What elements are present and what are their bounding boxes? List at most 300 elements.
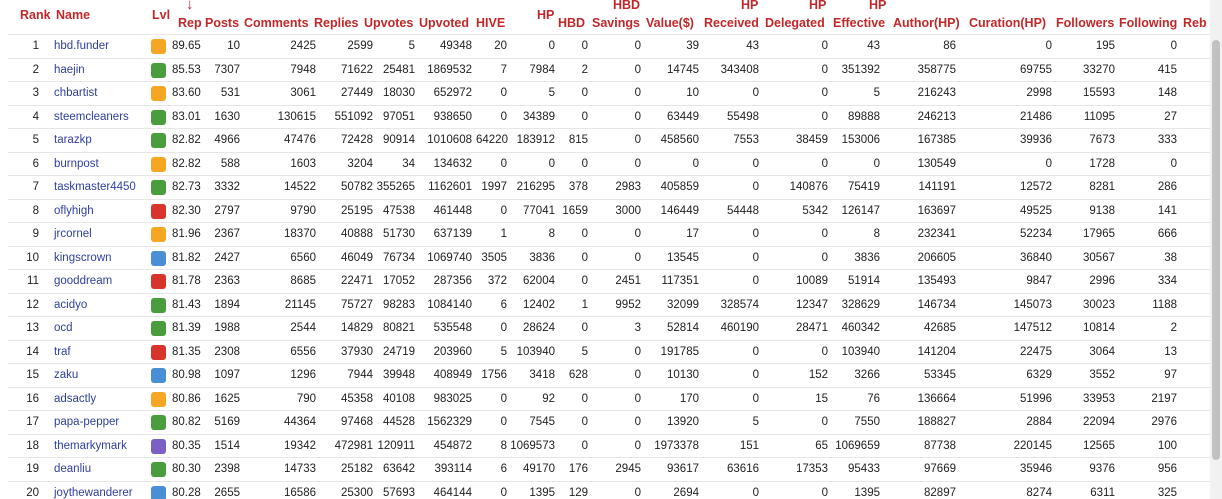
username-link[interactable]: acidyo <box>54 298 88 311</box>
table-row[interactable] <box>8 457 1210 482</box>
effective-cell: 75419 <box>848 181 880 193</box>
posts-cell: 2427 <box>214 251 240 264</box>
savings-cell: 0 <box>634 87 641 99</box>
followers-cell: 195 <box>1095 40 1115 52</box>
following-cell: 27 <box>1164 110 1177 123</box>
hive-cell: 0 <box>500 486 507 499</box>
hive-cell: 7 <box>500 63 507 76</box>
posts-cell: 2308 <box>214 345 240 358</box>
username-link[interactable]: taskmaster4450 <box>54 181 136 193</box>
replies-cell: 72428 <box>341 134 373 146</box>
level-badge-icon <box>151 392 166 407</box>
col-author[interactable]: Author(HP) <box>893 16 960 30</box>
comments-cell: 44364 <box>284 416 316 428</box>
author-cell: 141204 <box>917 345 956 358</box>
comments-cell: 8685 <box>290 275 316 287</box>
following-cell: 97 <box>1164 369 1177 381</box>
followers-cell: 17965 <box>1083 228 1115 240</box>
value-cell: 10130 <box>667 369 699 381</box>
received-cell: 328574 <box>720 298 759 311</box>
replies-cell: 27449 <box>341 87 373 99</box>
hbd-cell: 129 <box>568 486 588 499</box>
col-followers[interactable]: Followers <box>1056 16 1115 30</box>
upvoted-cell: 408949 <box>433 369 472 381</box>
table-row[interactable] <box>8 316 1210 341</box>
hbd-cell: 1659 <box>562 204 588 217</box>
hp-cell: 3418 <box>529 369 555 381</box>
upvotes-cell: 5 <box>408 40 415 52</box>
curation-cell: 21486 <box>1020 110 1052 123</box>
upvoted-cell: 637139 <box>433 228 472 240</box>
followers-cell: 9138 <box>1089 204 1115 217</box>
comments-cell: 1603 <box>290 157 316 170</box>
hbd-cell: 2 <box>581 63 588 76</box>
author-cell: 216243 <box>917 87 956 99</box>
hp-cell: 28624 <box>523 322 555 334</box>
curation-cell: 6329 <box>1026 369 1052 381</box>
level-badge-icon <box>151 227 166 242</box>
savings-cell: 0 <box>634 63 641 76</box>
reputation-cell: 83.01 <box>172 110 201 123</box>
username-link[interactable]: joythewanderer <box>54 486 133 499</box>
rank-cell: 8 <box>32 204 39 217</box>
upvoted-cell: 938650 <box>433 110 472 123</box>
received-cell: 0 <box>752 369 759 381</box>
col-rep[interactable]: Rep <box>178 16 202 30</box>
comments-cell: 7948 <box>290 63 316 76</box>
author-cell: 163697 <box>917 204 956 217</box>
hbd-cell: 628 <box>568 369 588 381</box>
username-link[interactable]: jrcornel <box>54 228 92 240</box>
comments-cell: 6560 <box>290 251 316 264</box>
username-link[interactable]: chbartist <box>54 87 98 99</box>
replies-cell: 75727 <box>341 298 373 311</box>
hive-cell: 0 <box>500 110 507 123</box>
hp-cell: 216295 <box>516 181 555 193</box>
table-row[interactable] <box>8 152 1210 177</box>
reputation-cell: 85.53 <box>172 63 201 76</box>
received-cell: 0 <box>752 181 759 193</box>
upvoted-cell: 983025 <box>433 392 472 405</box>
received-cell: 0 <box>752 392 759 405</box>
effective-cell: 76 <box>867 392 880 405</box>
upvoted-cell: 287356 <box>433 275 472 287</box>
curation-cell: 9847 <box>1026 275 1052 287</box>
hbd-cell: 0 <box>581 87 588 99</box>
reputation-cell: 81.39 <box>172 322 201 334</box>
followers-cell: 12565 <box>1083 439 1115 452</box>
hive-cell: 0 <box>500 392 507 405</box>
received-cell: 7553 <box>733 134 759 146</box>
rank-cell: 9 <box>32 228 39 240</box>
reputation-cell: 80.86 <box>172 392 201 405</box>
followers-cell: 30567 <box>1083 251 1115 264</box>
col-replies[interactable]: Replies <box>314 16 359 30</box>
replies-cell: 7944 <box>347 369 373 381</box>
effective-cell: 103940 <box>841 345 880 358</box>
author-cell: 136664 <box>917 392 956 405</box>
replies-cell: 97468 <box>341 416 373 428</box>
username-link[interactable]: gooddream <box>54 275 113 287</box>
rank-cell: 16 <box>26 392 39 405</box>
hive-cell: 20 <box>494 40 507 52</box>
level-badge-icon <box>151 39 166 54</box>
hbd-cell: 0 <box>581 40 588 52</box>
hbd-cell: 0 <box>581 322 588 334</box>
hp-cell: 7545 <box>529 416 555 428</box>
savings-cell: 0 <box>634 392 641 405</box>
following-cell: 1188 <box>1152 298 1177 311</box>
table-row[interactable] <box>8 269 1210 294</box>
username-link[interactable]: themarkymark <box>54 439 127 452</box>
scrollbar-thumb[interactable] <box>1212 40 1220 460</box>
curation-cell: 22475 <box>1020 345 1052 358</box>
savings-cell: 0 <box>634 40 641 52</box>
followers-cell: 8281 <box>1089 181 1115 193</box>
col-posts[interactable]: Posts <box>205 16 240 30</box>
following-cell: 0 <box>1170 40 1177 52</box>
hp-cell: 103940 <box>516 345 555 358</box>
curation-cell: 145073 <box>1013 298 1052 311</box>
author-cell: 246213 <box>917 110 956 123</box>
table-row[interactable] <box>8 246 1210 271</box>
delegated-cell: 38459 <box>796 134 828 146</box>
followers-cell: 1728 <box>1089 157 1115 170</box>
col-curation[interactable]: Curation(HP) <box>969 16 1047 30</box>
table-row[interactable] <box>8 128 1210 153</box>
curation-cell: 12572 <box>1020 181 1052 193</box>
rank-cell: 3 <box>32 87 39 99</box>
table-row[interactable] <box>8 340 1210 365</box>
username-link[interactable]: burnpost <box>54 157 99 170</box>
table-row[interactable] <box>8 481 1210 499</box>
effective-cell: 5 <box>873 87 880 99</box>
effective-cell: 153006 <box>841 134 880 146</box>
username-link[interactable]: traf <box>54 345 71 358</box>
username-link[interactable]: steemcleaners <box>54 110 129 123</box>
table-row[interactable] <box>8 105 1210 130</box>
table-row[interactable] <box>8 34 1210 59</box>
col-comments[interactable]: Comments <box>244 16 309 30</box>
table-row[interactable] <box>8 363 1210 388</box>
upvotes-cell: 47538 <box>383 204 415 217</box>
username-link[interactable]: zaku <box>54 369 79 381</box>
comments-cell: 14522 <box>284 181 316 193</box>
value-cell: 52814 <box>667 322 699 334</box>
hive-cell: 64220 <box>476 134 508 146</box>
followers-cell: 11095 <box>1083 110 1115 123</box>
delegated-cell: 28471 <box>796 322 828 334</box>
effective-cell: 43 <box>867 40 880 52</box>
hp-cell: 49170 <box>523 463 555 475</box>
effective-cell: 460342 <box>841 322 880 334</box>
level-badge-icon <box>151 251 166 266</box>
rank-cell: 12 <box>26 298 39 311</box>
curation-cell: 35946 <box>1020 463 1052 475</box>
col-hive[interactable]: HIVE <box>476 16 506 30</box>
posts-cell: 4966 <box>214 134 240 146</box>
following-cell: 148 <box>1157 87 1177 99</box>
delegated-cell: 0 <box>821 110 828 123</box>
upvoted-cell: 454872 <box>433 439 472 452</box>
rank-cell: 15 <box>26 369 39 381</box>
table-row[interactable] <box>8 58 1210 83</box>
col-value[interactable]: Value($) <box>646 16 694 30</box>
received-cell: 343408 <box>720 63 759 76</box>
table-row[interactable] <box>8 434 1210 459</box>
comments-cell: 47476 <box>284 134 316 146</box>
savings-cell: 2451 <box>615 275 641 287</box>
level-badge-icon <box>151 63 166 78</box>
replies-cell: 472981 <box>334 439 373 452</box>
comments-cell: 2425 <box>290 40 316 52</box>
rank-cell: 10 <box>26 251 39 264</box>
received-cell: 460190 <box>720 322 759 334</box>
followers-cell: 9376 <box>1089 463 1115 475</box>
col-upvoted[interactable]: Upvoted <box>419 16 469 30</box>
author-cell: 130549 <box>917 157 956 170</box>
level-badge-icon <box>151 204 166 219</box>
savings-cell: 9952 <box>615 298 641 311</box>
followers-cell: 3064 <box>1089 345 1115 358</box>
reputation-cell: 80.30 <box>172 463 201 475</box>
posts-cell: 7307 <box>214 63 240 76</box>
delegated-cell: 140876 <box>789 181 828 193</box>
followers-cell: 33953 <box>1083 392 1115 405</box>
upvoted-cell: 1069740 <box>427 251 472 264</box>
upvoted-cell: 1084140 <box>427 298 472 311</box>
savings-cell: 2945 <box>615 463 641 475</box>
posts-cell: 2398 <box>214 463 240 475</box>
hive-cell: 6 <box>500 463 507 475</box>
author-cell: 206605 <box>917 251 956 264</box>
upvoted-cell: 461448 <box>433 204 472 217</box>
level-badge-icon <box>151 133 166 148</box>
curation-cell: 39936 <box>1020 134 1052 146</box>
level-badge-icon <box>151 439 166 454</box>
savings-cell: 0 <box>634 251 641 264</box>
author-cell: 188827 <box>917 416 956 428</box>
hbd-cell: 0 <box>581 110 588 123</box>
delegated-cell: 10089 <box>796 275 828 287</box>
effective-cell: 95433 <box>848 463 880 475</box>
table-row[interactable] <box>8 175 1210 200</box>
level-badge-icon <box>151 486 166 499</box>
username-link[interactable]: kingscrown <box>54 251 112 264</box>
upvotes-cell: 355265 <box>376 181 415 193</box>
username-link[interactable]: hbd.funder <box>54 40 109 52</box>
followers-cell: 2996 <box>1089 275 1115 287</box>
effective-cell: 89888 <box>848 110 880 123</box>
comments-cell: 2544 <box>290 322 316 334</box>
col-following[interactable]: Following <box>1119 16 1178 30</box>
delegated-cell: 0 <box>821 157 828 170</box>
curation-cell: 147512 <box>1013 322 1052 334</box>
followers-cell: 15593 <box>1083 87 1115 99</box>
col-reblogs[interactable]: Reb <box>1183 16 1207 30</box>
effective-cell: 0 <box>873 157 880 170</box>
upvotes-cell: 34 <box>402 157 415 170</box>
posts-cell: 1514 <box>214 439 240 452</box>
posts-cell: 3332 <box>214 181 240 193</box>
col-delegated[interactable]: Delegated <box>765 16 825 30</box>
username-link[interactable]: papa-pepper <box>54 416 120 428</box>
hp-cell: 1395 <box>529 486 555 499</box>
username-link[interactable]: deanliu <box>54 463 92 475</box>
hive-cell: 6 <box>500 298 507 311</box>
col-hbd-savings-label[interactable]: HBD <box>613 0 641 12</box>
savings-cell: 0 <box>634 134 641 146</box>
posts-cell: 1097 <box>214 369 240 381</box>
comments-cell: 6556 <box>290 345 316 358</box>
hp-cell: 3836 <box>529 251 555 264</box>
upvoted-cell: 134632 <box>433 157 472 170</box>
posts-cell: 2655 <box>214 486 240 499</box>
replies-cell: 2599 <box>347 40 373 52</box>
replies-cell: 46049 <box>341 251 373 264</box>
hp-cell: 0 <box>548 40 555 52</box>
following-cell: 141 <box>1157 204 1177 217</box>
value-cell: 117351 <box>661 275 699 287</box>
upvotes-cell: 120911 <box>377 439 415 452</box>
hp-cell: 92 <box>542 392 555 405</box>
replies-cell: 25195 <box>341 204 373 217</box>
effective-cell: 3266 <box>854 369 880 381</box>
curation-cell: 220145 <box>1013 439 1052 452</box>
upvotes-cell: 57693 <box>383 486 415 499</box>
upvoted-cell: 464144 <box>433 486 472 499</box>
value-cell: 32099 <box>667 298 699 311</box>
upvotes-cell: 90914 <box>383 134 415 146</box>
upvoted-cell: 49348 <box>440 40 472 52</box>
value-cell: 405859 <box>660 181 699 193</box>
table-row[interactable] <box>8 222 1210 247</box>
table-row[interactable] <box>8 387 1210 412</box>
delegated-cell: 152 <box>808 369 828 381</box>
upvotes-cell: 25481 <box>383 63 415 76</box>
comments-cell: 790 <box>296 392 316 405</box>
author-cell: 141191 <box>918 181 956 193</box>
received-cell: 5 <box>752 416 759 428</box>
received-cell: 0 <box>752 275 759 287</box>
comments-cell: 21145 <box>284 298 316 311</box>
reputation-cell: 82.73 <box>172 181 201 193</box>
hbd-cell: 0 <box>581 416 588 428</box>
upvotes-cell: 51730 <box>383 228 415 240</box>
col-effective[interactable]: Effective <box>833 16 886 30</box>
received-cell: 0 <box>752 157 759 170</box>
comments-cell: 130615 <box>277 110 316 123</box>
col-savings[interactable]: Savings <box>592 16 640 30</box>
received-cell: 0 <box>752 228 759 240</box>
effective-cell: 51914 <box>848 275 880 287</box>
curation-cell: 69755 <box>1020 63 1052 76</box>
col-hbd[interactable]: HBD <box>558 16 586 30</box>
table-row[interactable] <box>8 81 1210 106</box>
col-hp-label[interactable]: HP <box>537 8 555 22</box>
upvoted-cell: 535548 <box>433 322 472 334</box>
hp-cell: 0 <box>548 157 555 170</box>
curation-cell: 0 <box>1045 40 1052 52</box>
author-cell: 97669 <box>924 463 956 475</box>
author-cell: 135493 <box>917 275 956 287</box>
author-cell: 86 <box>943 40 956 52</box>
level-badge-icon <box>151 86 166 101</box>
upvotes-cell: 63642 <box>383 463 415 475</box>
reputation-cell: 82.82 <box>172 134 201 146</box>
effective-cell: 3836 <box>854 251 880 264</box>
curation-cell: 2998 <box>1026 87 1052 99</box>
col-hp-received-label[interactable]: HP <box>741 0 759 12</box>
value-cell: 458560 <box>660 134 699 146</box>
table-row[interactable] <box>8 293 1210 318</box>
effective-cell: 8 <box>873 228 880 240</box>
username-link[interactable]: adsactly <box>54 392 97 405</box>
hp-cell: 77041 <box>523 204 555 217</box>
upvotes-cell: 18030 <box>383 87 415 99</box>
hp-cell: 12402 <box>523 298 555 311</box>
hive-cell: 3505 <box>481 251 507 264</box>
followers-cell: 7673 <box>1089 134 1115 146</box>
reputation-cell: 81.43 <box>172 298 201 311</box>
col-hp-delegated-label[interactable]: HP <box>809 0 827 12</box>
hive-cell: 0 <box>500 87 507 99</box>
upvotes-cell: 39948 <box>383 369 415 381</box>
curation-cell: 2884 <box>1026 416 1052 428</box>
level-badge-icon <box>151 368 166 383</box>
delegated-cell: 17353 <box>796 463 828 475</box>
posts-cell: 1988 <box>214 322 240 334</box>
savings-cell: 3 <box>634 322 641 334</box>
hbd-cell: 0 <box>581 439 588 452</box>
effective-cell: 1069659 <box>835 439 880 452</box>
username-link[interactable]: tarazkp <box>54 134 92 146</box>
sort-desc-icon: ↓ <box>186 0 194 13</box>
col-name[interactable]: Name <box>56 8 91 22</box>
username-link[interactable]: oflyhigh <box>54 204 94 217</box>
author-cell: 87738 <box>924 439 956 452</box>
level-badge-icon <box>151 462 166 477</box>
hbd-cell: 0 <box>581 275 588 287</box>
replies-cell: 71622 <box>341 63 373 76</box>
savings-cell: 3000 <box>615 204 641 217</box>
col-rank[interactable]: Rank <box>20 8 51 22</box>
table-row[interactable] <box>8 410 1210 435</box>
username-link[interactable]: haejin <box>54 63 85 76</box>
posts-cell: 2367 <box>214 228 240 240</box>
hive-cell: 1756 <box>481 369 507 381</box>
value-cell: 13920 <box>667 416 699 428</box>
col-lvl[interactable]: Lvl <box>152 8 171 22</box>
col-upvotes[interactable]: Upvotes <box>364 16 414 30</box>
reputation-cell: 89.65 <box>172 40 201 52</box>
hive-cell: 372 <box>487 275 507 287</box>
upvotes-cell: 80821 <box>383 322 415 334</box>
username-link[interactable]: ocd <box>54 322 73 334</box>
upvotes-cell: 98283 <box>383 298 415 311</box>
curation-cell: 8274 <box>1026 486 1052 499</box>
upvotes-cell: 24719 <box>383 345 415 358</box>
hive-cell: 0 <box>500 204 507 217</box>
table-row[interactable] <box>8 199 1210 224</box>
col-received[interactable]: Received <box>704 16 759 30</box>
value-cell: 2694 <box>673 486 699 499</box>
comments-cell: 3061 <box>290 87 316 99</box>
following-cell: 333 <box>1157 134 1177 146</box>
savings-cell: 0 <box>634 369 641 381</box>
author-cell: 82897 <box>924 486 956 499</box>
col-hp-effective-label[interactable]: HP <box>869 0 887 12</box>
